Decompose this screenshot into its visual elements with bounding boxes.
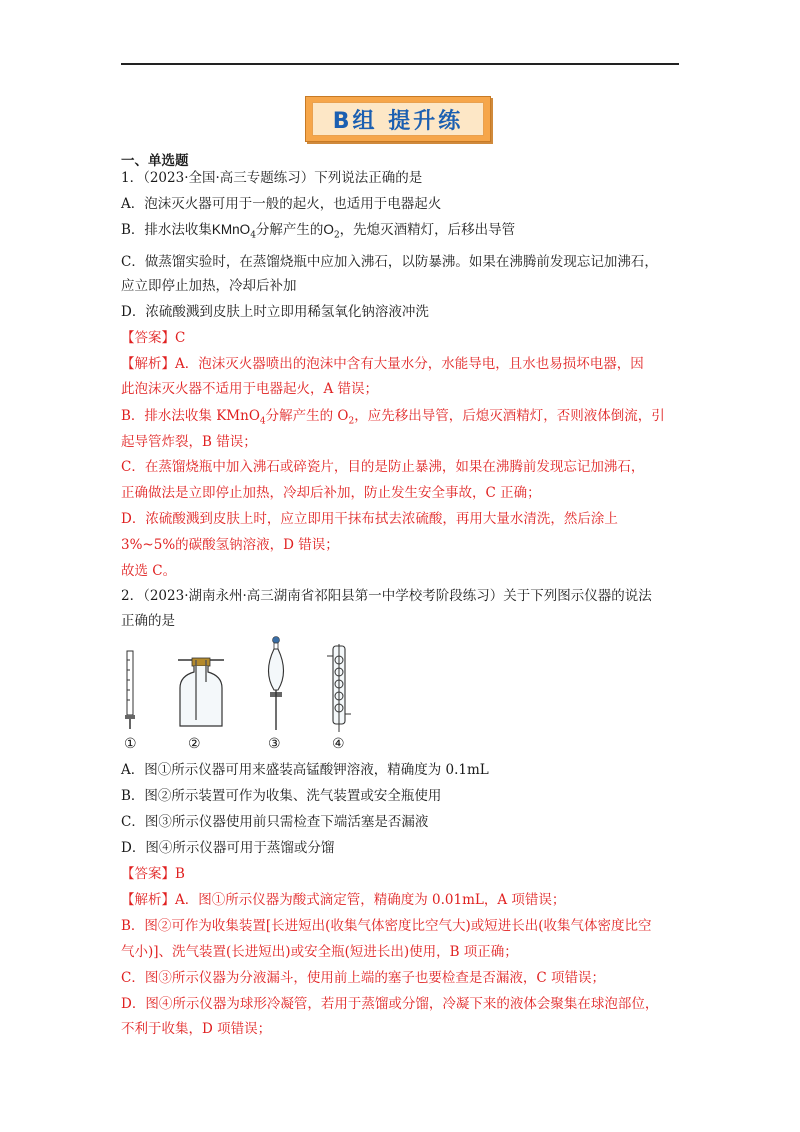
figure-label-4: ④ [332,736,345,752]
q2-analysis-b-line1: B．图②可作为收集装置[长进短出(收集气体密度比空气大)或短进长出(收集气体密度比空 [121,918,652,934]
apparatus-figure [121,632,351,752]
q1-option-b: B．排水法收集KMnO$_4$分解产生的$O_2$，先熄灭酒精灯，后移出导管 [121,222,516,241]
q1-analysis-d-line2: 3%~5%的碳酸氢钠溶液，D 错误； [121,537,339,553]
q1-option-c-line1: C．做蒸馏实验时，在蒸馏烧瓶中应加入沸石，以防暴沸。如果在沸腾前发现忘记加沸石， [121,254,658,270]
q1-option-a: A．泡沫灭火器可用于一般的起火，也适用于电器起火 [121,196,442,212]
separatory-funnel-icon [261,636,291,732]
section-banner [305,96,491,142]
q1-analysis-c-line2: 正确做法是立即停止加热，冷却后补加，防止发生安全事故，C 正确； [121,485,541,501]
q2-answer: 【答案】B [121,866,185,882]
q2-analysis-b-line2: 气小)]、洗气装置(长进短出)或安全瓶(短进长出)使用，B 项正确； [121,944,518,960]
q2-analysis-d-line1: D．图④所示仪器为球形冷凝管，若用于蒸馏或分馏，冷凝下来的液体会聚集在球泡部位， [121,996,659,1012]
figure-label-3: ③ [268,736,281,752]
q2-stem-line1: 2．（2023·湖南永州·高三湖南省祁阳县第一中学校考阶段练习）关于下列图示仪器的说法 [121,588,652,604]
q1-stem: 1．（2023·全国·高三专题练习）下列说法正确的是 [121,170,423,186]
q2-option-d: D．图④所示仪器可用于蒸馏或分馏 [121,840,335,856]
q2-analysis-d-line2: 不利于收集，D 项错误； [121,1021,272,1037]
q2-analysis-c: C．图③所示仪器为分液漏斗，使用前上端的塞子也要检查是否漏液，C 项错误； [121,970,605,986]
q1-analysis-d-line1: D．浓硫酸溅到皮肤上时，应立即用干抹布拭去浓硫酸，再用大量水清洗，然后涂上 [121,511,618,527]
q1-analysis-c-line1: C．在蒸馏烧瓶中加入沸石或碎瓷片，目的是防止暴沸，如果在沸腾前发现忘记加沸石， [121,459,645,475]
q1-analysis-a-line1: 【解析】A．泡沫灭火器喷出的泡沫中含有大量水分，水能导电，且水也易损坏电器，因 [121,356,644,372]
gas-bottle-icon [176,652,226,730]
q1-analysis-a-line2: 此泡沫灭火器不适用于电器起火，A 错误； [121,381,379,397]
q1-option-c-line2: 应立即停止加热，冷却后补加 [121,278,297,294]
figure-label-1: ① [124,736,137,752]
q2-option-c: C．图③所示仪器使用前只需检查下端活塞是否漏液 [121,814,429,830]
burette-icon [123,650,137,730]
q2-analysis-a: 【解析】A．图①所示仪器为酸式滴定管，精确度为 0.01mL，A 项错误； [121,892,566,908]
q1-analysis-b-line1: B．排水法收集 KMnO$_4$分解产生的 $O_2$，应先移出导管，后熄灭酒精灯，否则液体倒流，引 [121,408,665,427]
q2-option-a: A．图①所示仪器可用来盛装高锰酸钾溶液，精确度为 0.1mL [121,762,489,778]
q2-stem-line2: 正确的是 [121,613,175,629]
q1-answer: 【答案】C [121,330,186,346]
q1-analysis-b-line2: 起导管炸裂，B 错误； [121,434,257,450]
bulb-condenser-icon [327,644,351,732]
q2-option-b: B．图②所示装置可作为收集、洗气装置或安全瓶使用 [121,788,442,804]
q1-option-d: D．浓硫酸溅到皮肤上时立即用稀氢氧化钠溶液冲洗 [121,304,429,320]
header-rule [121,63,679,65]
q1-conclusion: 故选 C。 [121,563,177,579]
section-title: 一、单选题 [121,153,189,169]
figure-label-2: ② [188,736,201,752]
banner-title: B组 提升练 [312,102,484,136]
